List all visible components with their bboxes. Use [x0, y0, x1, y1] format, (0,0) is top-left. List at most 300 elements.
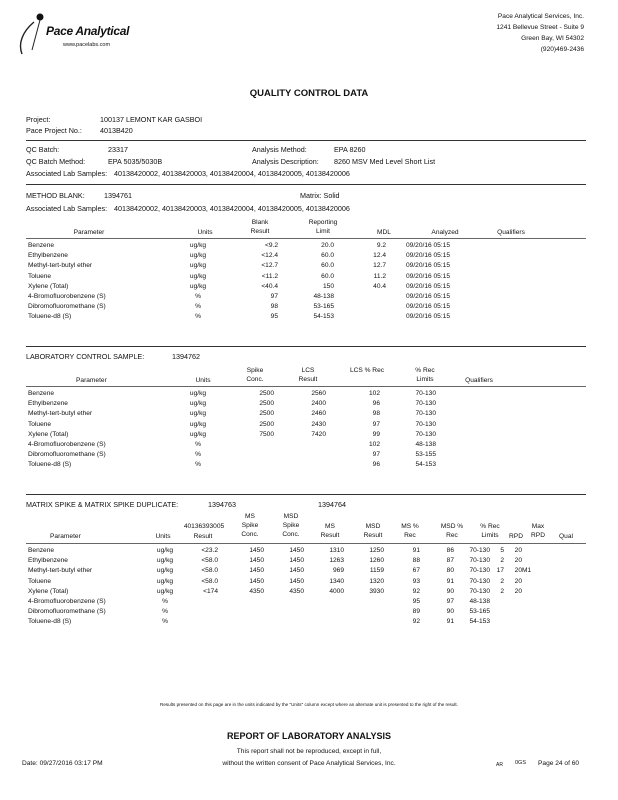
lcs-header-rec-limits: % Rec Limits [415, 367, 435, 383]
table-cell: Toluene-d8 (S) [28, 618, 72, 626]
table-cell: 4-Bromofluorobenzene (S) [28, 598, 106, 606]
table-cell: Toluene [28, 420, 52, 428]
table-cell: 1450 [289, 577, 304, 585]
table-row [28, 302, 500, 312]
table-cell: 2 [500, 557, 504, 565]
table-cell: 20 [514, 577, 522, 585]
table-cell: 1320 [369, 577, 384, 585]
table-cell: 2460 [311, 410, 326, 418]
table-cell [436, 399, 486, 409]
table-cell [264, 617, 304, 627]
table-cell: 09/20/16 05:15 [406, 303, 450, 311]
analysis-desc-value: 8260 MSV Med Level Short List [334, 157, 436, 166]
table-cell: 2500 [259, 410, 274, 418]
table-cell: 2 [500, 577, 504, 585]
table-cell: 70-130 [469, 587, 490, 595]
ms-header-max-rpd: Max RPD [531, 523, 545, 539]
table-cell [450, 312, 500, 322]
table-cell: 9.2 [376, 242, 386, 249]
table-cell: <11.2 [261, 272, 278, 280]
table-cell: 48-138 [415, 441, 436, 449]
table-cell: Methyl-tert-butyl ether [28, 410, 93, 418]
table-cell: Methyl-tert-butyl ether [28, 567, 93, 575]
table-row [28, 546, 542, 556]
ms-id2: 1394764 [318, 500, 346, 509]
logo-name: Pace Analytical [46, 24, 130, 38]
table-cell: ug/kg [189, 272, 207, 280]
table-row [28, 409, 486, 419]
table-cell: ug/kg [189, 262, 207, 270]
logo-dot [37, 14, 44, 21]
table-cell: 1450 [289, 567, 304, 575]
table-cell: 48-138 [313, 293, 334, 301]
table-cell: 20 [514, 547, 522, 554]
ms-header-rec-limits: % Rec Limits [480, 523, 500, 539]
table-cell: ug/kg [189, 282, 207, 290]
table-cell: ug/kg [189, 410, 207, 418]
table-cell: <40.4 [261, 282, 278, 290]
ms-header-ms-rec: MS % Rec [401, 523, 419, 539]
table-cell: 5 [500, 547, 504, 554]
divider [26, 494, 586, 495]
table-cell [522, 607, 542, 617]
table-cell: 48-138 [469, 598, 490, 606]
company-address1: 1241 Bellevue Street - Suite 9 [496, 24, 584, 31]
analysis-desc-label: Analysis Description: [252, 157, 319, 166]
table-cell: 95 [412, 598, 420, 606]
table-cell [334, 302, 386, 312]
table-row [28, 617, 542, 627]
table-cell: 4350 [289, 587, 304, 595]
table-cell: Dibromofluoromethane (S) [28, 608, 106, 616]
table-cell: <58.0 [201, 567, 218, 575]
lcs-header-units: Units [195, 377, 211, 384]
table-cell [180, 597, 218, 607]
divider [26, 184, 586, 185]
table-cell [334, 312, 386, 322]
table-cell: 67 [412, 567, 420, 575]
table-cell: 90 [446, 587, 454, 595]
table-cell: 91 [412, 547, 420, 554]
table-cell: 4-Bromofluorobenzene (S) [28, 293, 106, 301]
table-cell: 70-130 [469, 577, 490, 585]
table-cell [218, 597, 264, 607]
table-cell [304, 607, 344, 617]
table-cell: 150 [322, 282, 334, 290]
table-cell: 1260 [369, 557, 384, 565]
table-row [28, 440, 486, 450]
table-cell [274, 460, 326, 470]
table-cell [220, 450, 274, 460]
footer-line2: without the written consent of Pace Analytical Services, Inc. [222, 760, 396, 767]
table-cell [504, 597, 522, 607]
table-cell: 1450 [249, 547, 264, 554]
table-cell: 70-130 [415, 430, 436, 438]
table-cell: ug/kg [189, 430, 207, 438]
table-cell: 09/20/16 05:15 [406, 242, 450, 249]
table-cell: 93 [412, 577, 420, 585]
table-cell: 90 [446, 608, 454, 616]
table-cell [450, 251, 500, 261]
table-cell [220, 460, 274, 470]
table-row [28, 566, 542, 576]
table-cell: 2500 [259, 390, 274, 397]
ms-header-units: Units [155, 533, 171, 540]
ms-header-ms-result: MS Result [320, 523, 340, 539]
table-cell [436, 420, 486, 430]
company-address2: Green Bay, WI 54302 [521, 35, 584, 42]
table-cell: 87 [446, 557, 454, 565]
table-cell: Toluene [28, 577, 52, 585]
table-row [28, 241, 500, 251]
report-title: REPORT OF LABORATORY ANALYSIS [226, 731, 392, 741]
project-value: 100137 LEMONT KAR GASBOI [100, 115, 203, 124]
mb-header-blank-result: Blank Result [250, 219, 270, 235]
ms-header-ms-spike: MS Spike Conc. [241, 513, 259, 538]
table-cell [344, 607, 384, 617]
table-cell: 97 [446, 598, 454, 606]
mb-assoc-value: 40138420002, 40138420003, 40138420004, 40138420005, 40138420006 [114, 204, 350, 213]
table-cell: 60.0 [321, 252, 334, 260]
table-cell: M1 [522, 567, 532, 575]
table-cell: 53-155 [415, 451, 436, 459]
table-cell: 97 [270, 293, 278, 301]
table-cell: 97 [372, 420, 380, 428]
lcs-table [28, 389, 486, 471]
table-cell: 12.4 [373, 252, 386, 260]
table-cell: 2560 [311, 390, 326, 397]
table-row [28, 460, 486, 470]
table-row [28, 587, 542, 597]
analysis-method-label: Analysis Method: [252, 145, 307, 154]
lcs-label: LABORATORY CONTROL SAMPLE: [26, 352, 145, 361]
table-cell: 1159 [369, 567, 384, 575]
table-cell: 2500 [259, 420, 274, 428]
table-cell [504, 607, 522, 617]
table-cell: 1450 [289, 557, 304, 565]
table-cell [522, 577, 542, 587]
table-cell: 102 [368, 390, 380, 397]
table-cell: 86 [446, 547, 454, 554]
table-cell: 95 [270, 313, 278, 321]
ms-header-qual: Qual [559, 533, 573, 540]
table-cell: Benzene [28, 547, 55, 554]
ms-header-rpd: RPD [509, 533, 523, 540]
table-cell: 80 [446, 567, 454, 575]
divider [26, 386, 586, 387]
table-row [28, 389, 486, 399]
table-row [28, 272, 500, 282]
analysis-method-value: EPA 8260 [334, 145, 366, 154]
table-cell: 60.0 [321, 272, 334, 280]
qc-method-label: QC Batch Method: [26, 157, 86, 166]
table-cell: % [195, 441, 201, 449]
pace-project-value: 4013B420 [100, 126, 133, 135]
table-cell: Benzene [28, 242, 55, 249]
ms-id1: 1394763 [208, 500, 236, 509]
table-cell: 09/20/16 05:15 [406, 252, 450, 260]
table-cell: 53-165 [469, 608, 490, 616]
table-cell: 7420 [311, 430, 326, 438]
table-cell: ug/kg [189, 390, 207, 397]
table-cell: 969 [332, 567, 344, 575]
table-row [28, 450, 486, 460]
table-cell: % [162, 608, 168, 616]
method-blank-id: 1394761 [104, 191, 132, 200]
table-cell: ug/kg [189, 252, 207, 260]
table-cell: 98 [372, 410, 380, 418]
table-cell: 70-130 [415, 390, 436, 397]
table-cell: Xylene (Total) [28, 430, 69, 438]
table-cell: 96 [372, 461, 380, 469]
mb-header-analyzed: Analyzed [431, 229, 459, 236]
table-cell: <23.2 [201, 547, 218, 554]
table-cell: Dibromofluoromethane (S) [28, 303, 106, 311]
table-cell [490, 607, 504, 617]
table-cell [490, 617, 504, 627]
table-cell: % [195, 313, 201, 321]
table-cell: % [195, 293, 201, 301]
table-cell: 1450 [289, 547, 304, 554]
table-cell [180, 617, 218, 627]
table-cell: 40.4 [373, 282, 386, 290]
table-cell: 20.0 [321, 242, 334, 249]
table-cell: Xylene (Total) [28, 282, 69, 290]
page-title: QUALITY CONTROL DATA [249, 88, 369, 99]
table-row [28, 420, 486, 430]
table-cell: ug/kg [156, 587, 174, 595]
footer-line1: This report shall not be reproduced, except in full, [236, 748, 382, 755]
table-cell [522, 556, 542, 566]
lcs-header-parameter: Parameter [76, 377, 107, 384]
table-cell: 1263 [329, 557, 344, 565]
table-cell: <58.0 [201, 557, 218, 565]
table-cell: Benzene [28, 390, 55, 397]
qc-batch-value: 23317 [108, 145, 128, 154]
table-cell: 4000 [329, 587, 344, 595]
mb-header-parameter: Parameter [73, 229, 105, 236]
report-date: Date: 09/27/2016 03:17 PM [22, 760, 103, 767]
table-cell: Xylene (Total) [28, 587, 69, 595]
qc-batch-label: QC Batch: [26, 145, 60, 154]
table-cell [218, 617, 264, 627]
table-cell: 09/20/16 05:15 [406, 282, 450, 290]
table-row [28, 251, 500, 261]
table-cell: 70-130 [415, 410, 436, 418]
table-cell: 09/20/16 05:15 [406, 272, 450, 280]
mb-header-qualifiers: Qualifiers [497, 229, 525, 236]
ms-header-msd-result: MSD Result [363, 523, 383, 539]
table-row [28, 399, 486, 409]
table-row [28, 430, 486, 440]
table-cell: 2500 [259, 400, 274, 408]
table-cell: Ethylbenzene [28, 557, 68, 565]
table-cell [490, 597, 504, 607]
ms-header-msd-rec: MSD % Rec [440, 523, 464, 539]
method-blank-table [28, 241, 500, 323]
table-cell: 20 [514, 557, 522, 565]
mb-header-reporting-limit: Reporting Limit [308, 219, 338, 235]
table-cell [180, 607, 218, 617]
lcs-header-lcs-result: LCS Result [298, 367, 318, 383]
table-cell: 11.2 [373, 272, 386, 280]
method-blank-matrix: Matrix: Solid [300, 191, 340, 200]
table-cell: ug/kg [156, 567, 174, 575]
table-cell: 91 [446, 618, 454, 626]
table-row [28, 292, 500, 302]
table-cell: % [195, 303, 201, 311]
pace-project-label: Pace Project No.: [26, 126, 82, 135]
divider [26, 140, 586, 141]
footer-code: 0GS [515, 760, 527, 766]
table-cell [436, 440, 486, 450]
table-cell: ug/kg [189, 242, 207, 249]
table-cell [274, 440, 326, 450]
table-cell: 1340 [329, 577, 344, 585]
table-cell [450, 241, 500, 251]
table-cell: 20 [514, 567, 522, 575]
table-cell: 98 [270, 303, 278, 311]
table-cell: Dibromofluoromethane (S) [28, 451, 106, 459]
table-cell: 3930 [369, 587, 384, 595]
lcs-id: 1394762 [172, 352, 200, 361]
table-cell: % [162, 618, 168, 626]
table-cell: <58.0 [201, 577, 218, 585]
table-cell: 7500 [259, 430, 274, 438]
table-cell: Toluene [28, 272, 52, 280]
table-cell [522, 597, 542, 607]
mb-header-mdl: MDL [377, 229, 391, 236]
table-cell [450, 261, 500, 271]
table-cell: ug/kg [189, 400, 207, 408]
table-cell [218, 607, 264, 617]
table-cell: 97 [372, 451, 380, 459]
table-cell: Ethylbenzene [28, 400, 68, 408]
table-cell: 17 [496, 567, 504, 575]
table-cell [344, 597, 384, 607]
table-cell: 4350 [249, 587, 264, 595]
table-cell: 54-153 [469, 618, 490, 626]
table-cell: Toluene-d8 (S) [28, 461, 72, 469]
divider [26, 346, 586, 347]
table-cell: 1450 [249, 567, 264, 575]
table-row [28, 312, 500, 322]
table-row [28, 556, 542, 566]
table-cell: 102 [368, 441, 380, 449]
table-row [28, 282, 500, 292]
mb-header-units: Units [197, 229, 213, 236]
table-cell: 92 [412, 587, 420, 595]
table-cell: 99 [372, 430, 380, 438]
assoc-label: Associated Lab Samples: [26, 169, 108, 178]
table-cell: 1450 [249, 577, 264, 585]
table-cell [264, 607, 304, 617]
table-cell: 70-130 [469, 557, 490, 565]
project-label: Project: [26, 115, 51, 124]
table-cell: 54-153 [313, 313, 334, 321]
table-cell [220, 440, 274, 450]
mb-assoc-label: Associated Lab Samples: [26, 204, 108, 213]
table-cell: 70-130 [469, 547, 490, 554]
table-cell: 89 [412, 608, 420, 616]
table-cell: 53-165 [313, 303, 334, 311]
table-cell: 92 [412, 618, 420, 626]
company-phone: (920)469-2436 [540, 46, 584, 53]
table-cell: % [162, 598, 168, 606]
table-cell [436, 450, 486, 460]
table-cell: 1450 [249, 557, 264, 565]
table-cell: 70-130 [415, 420, 436, 428]
table-cell [264, 597, 304, 607]
table-cell [450, 272, 500, 282]
table-cell: 60.0 [321, 262, 334, 270]
company-name: Pace Analytical Services, Inc. [497, 13, 584, 20]
table-cell [522, 546, 542, 556]
table-cell [450, 282, 500, 292]
ms-table [28, 546, 542, 628]
lcs-header-lcs-rec: LCS % Rec [349, 367, 385, 374]
divider [26, 238, 586, 239]
table-cell [274, 450, 326, 460]
table-cell: 2400 [311, 400, 326, 408]
table-cell: 2430 [311, 420, 326, 428]
table-cell [436, 409, 486, 419]
table-cell: <174 [203, 587, 218, 595]
assoc-value: 40138420002, 40138420003, 40138420004, 40138420005, 40138420006 [114, 169, 350, 178]
table-cell: 91 [446, 577, 454, 585]
table-cell: ug/kg [156, 557, 174, 565]
table-cell: 1310 [329, 547, 344, 554]
table-cell [436, 389, 486, 399]
method-blank-label: METHOD BLANK: [26, 191, 85, 200]
table-cell: % [195, 451, 201, 459]
qc-method-value: EPA 5035/5030B [108, 157, 163, 166]
table-cell: Toluene-d8 (S) [28, 313, 72, 321]
table-cell: ug/kg [189, 420, 207, 428]
ms-header-result: Result [193, 533, 213, 540]
divider [26, 543, 586, 544]
footer-note: Results presented on this page are in the units indicated by the "Units" column except where an alternate unit is presented to the right of the result. [160, 702, 458, 707]
table-cell: 54-153 [415, 461, 436, 469]
table-cell: <9.2 [264, 242, 278, 249]
table-cell [304, 617, 344, 627]
table-cell [344, 617, 384, 627]
table-cell: 09/20/16 05:15 [406, 293, 450, 301]
table-cell: 70-130 [469, 567, 490, 575]
table-cell: 4-Bromofluorobenzene (S) [28, 441, 106, 449]
ms-header-parameter: Parameter [50, 533, 81, 540]
table-cell: 96 [372, 400, 380, 408]
table-row [28, 597, 542, 607]
table-cell: ug/kg [156, 577, 174, 585]
table-cell [450, 302, 500, 312]
table-cell: 09/20/16 05:15 [406, 313, 450, 321]
table-cell [436, 430, 486, 440]
company-website[interactable]: www.pacelabs.com [63, 42, 111, 48]
table-row [28, 577, 542, 587]
lcs-header-qualifiers: Qualifiers [465, 377, 493, 384]
table-cell: Methyl-tert-butyl ether [28, 262, 93, 270]
ms-header-msd-spike: MSD Spike Conc. [282, 513, 300, 538]
table-cell: % [195, 461, 201, 469]
ms-label: MATRIX SPIKE & MATRIX SPIKE DUPLICATE: [26, 500, 179, 509]
page-number: Page 24 of 60 [538, 760, 580, 767]
footer-initials: AR [496, 762, 503, 768]
table-cell: 12.7 [373, 262, 386, 270]
lcs-header-spike-conc: Spike Conc. [246, 367, 264, 383]
table-cell: 70-130 [415, 400, 436, 408]
table-cell [334, 292, 386, 302]
